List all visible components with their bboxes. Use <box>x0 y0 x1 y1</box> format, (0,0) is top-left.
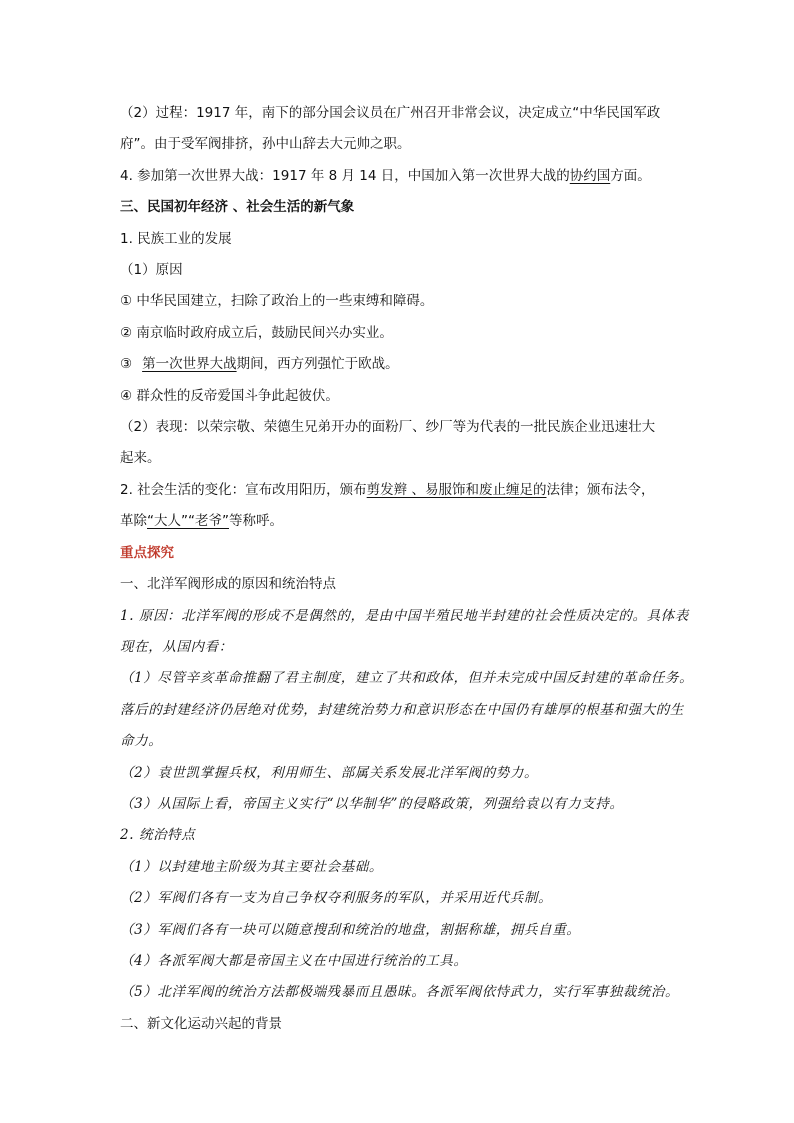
text-span: 4. 参加第一次世界大战：1917 年 8 月 14 日，中国加入第一次世界大战的 <box>120 167 570 184</box>
text-span: 2. 社会生活的变化：宣布改用阳历，颁布 <box>120 481 367 498</box>
subsection-heading: 一、北洋军阀形成的原因和统治特点 <box>120 576 336 593</box>
subsection-heading: 二、新文化运动兴起的背景 <box>120 1015 282 1032</box>
text-line: ① 中华民国建立，扫除了政治上的一些束缚和障碍。 <box>120 293 434 310</box>
text-line <box>120 161 680 192</box>
text-line: （1）以封建地主阶级为其主要社会基础。 <box>120 858 383 875</box>
text-line: ② 南京临时政府成立后，鼓励民间兴办实业。 <box>120 324 393 341</box>
text-line: 府”。由于受军阀排挤，孙中山辞去大元帅之职。 <box>120 136 411 153</box>
text-line: 命力。 <box>120 733 163 750</box>
text-line <box>120 506 680 537</box>
text-line: （2）过程：1917 年，南下的部分国会议员在广州召开非常会议，决定成立“中华民国军政 <box>120 105 661 121</box>
text-span: 期间，西方列强忙于欧战。 <box>236 356 399 373</box>
blank-answer: 剪发辫 、易服饰和废止缠足的 <box>366 481 547 498</box>
text-line <box>120 349 680 380</box>
text-span: ③ <box>120 356 133 373</box>
text-line: 1. 原因：北洋军阀的形成不是偶然的，是由中国半殖民地半封建的社会性质决定的。具体表 <box>120 607 689 624</box>
text-line: （3）军阀们各有一块可以随意搜刮和统治的地盘，割据称雄，拥兵自重。 <box>120 921 581 938</box>
text-line: 现在，从国内看： <box>120 638 233 655</box>
text-line: 起来。 <box>120 450 161 467</box>
text-line: （3）从国际上看，帝国主义实行“以华制华”的侵略政策，列强给袁以有力支持。 <box>120 795 624 812</box>
text-span: 法律；颁布法令， <box>546 481 655 498</box>
text-span: 革除 <box>120 513 147 530</box>
text-span: 方面。 <box>610 167 651 184</box>
text-line: （1）原因 <box>120 262 183 279</box>
text-line: 落后的封建经济仍居绝对优势，封建统治势力和意识形态在中国仍有雄厚的根基和强大的生 <box>120 701 684 718</box>
text-span: 等称呼。 <box>228 513 283 530</box>
text-line: （4）各派军阀大都是帝国主义在中国进行统治的工具。 <box>120 952 468 969</box>
text-line: 1. 民族工业的发展 <box>120 230 232 247</box>
text-line: 2. 统治特点 <box>120 827 196 844</box>
blank-answer: “大人”“老爷” <box>147 513 229 530</box>
document-page <box>120 98 694 1040</box>
text-line: （1）尽管辛亥革命推翻了君主制度，建立了共和政体，但并未完成中国反封建的革命任务。 <box>120 670 694 687</box>
text-line: （5）北洋军阀的统治方法都极端残暴而且愚昧。各派军阀依恃武力，实行军事独裁统治。 <box>120 984 680 1001</box>
text-line: ④ 群众性的反帝爱国斗争此起彼伏。 <box>120 387 339 404</box>
blank-answer: 第一次世界大战 <box>142 356 237 373</box>
text-line: （2）表现：以荣宗敬、荣德生兄弟开办的面粉厂、纱厂等为代表的一批民族企业迅速壮大 <box>120 419 656 436</box>
blank-answer: 协约国 <box>569 167 611 184</box>
text-line: （2）袁世凯掌握兵权，利用师生、部属关系发展北洋军阀的势力。 <box>120 764 539 781</box>
focus-section-title: 重点探究 <box>120 544 174 561</box>
text-line: （2）军阀们各有一支为自己争权夺利服务的军队，并采用近代兵制。 <box>120 890 553 907</box>
section-heading: 三、民国初年经济 、社会生活的新气象 <box>120 199 355 216</box>
text-line <box>120 475 680 506</box>
